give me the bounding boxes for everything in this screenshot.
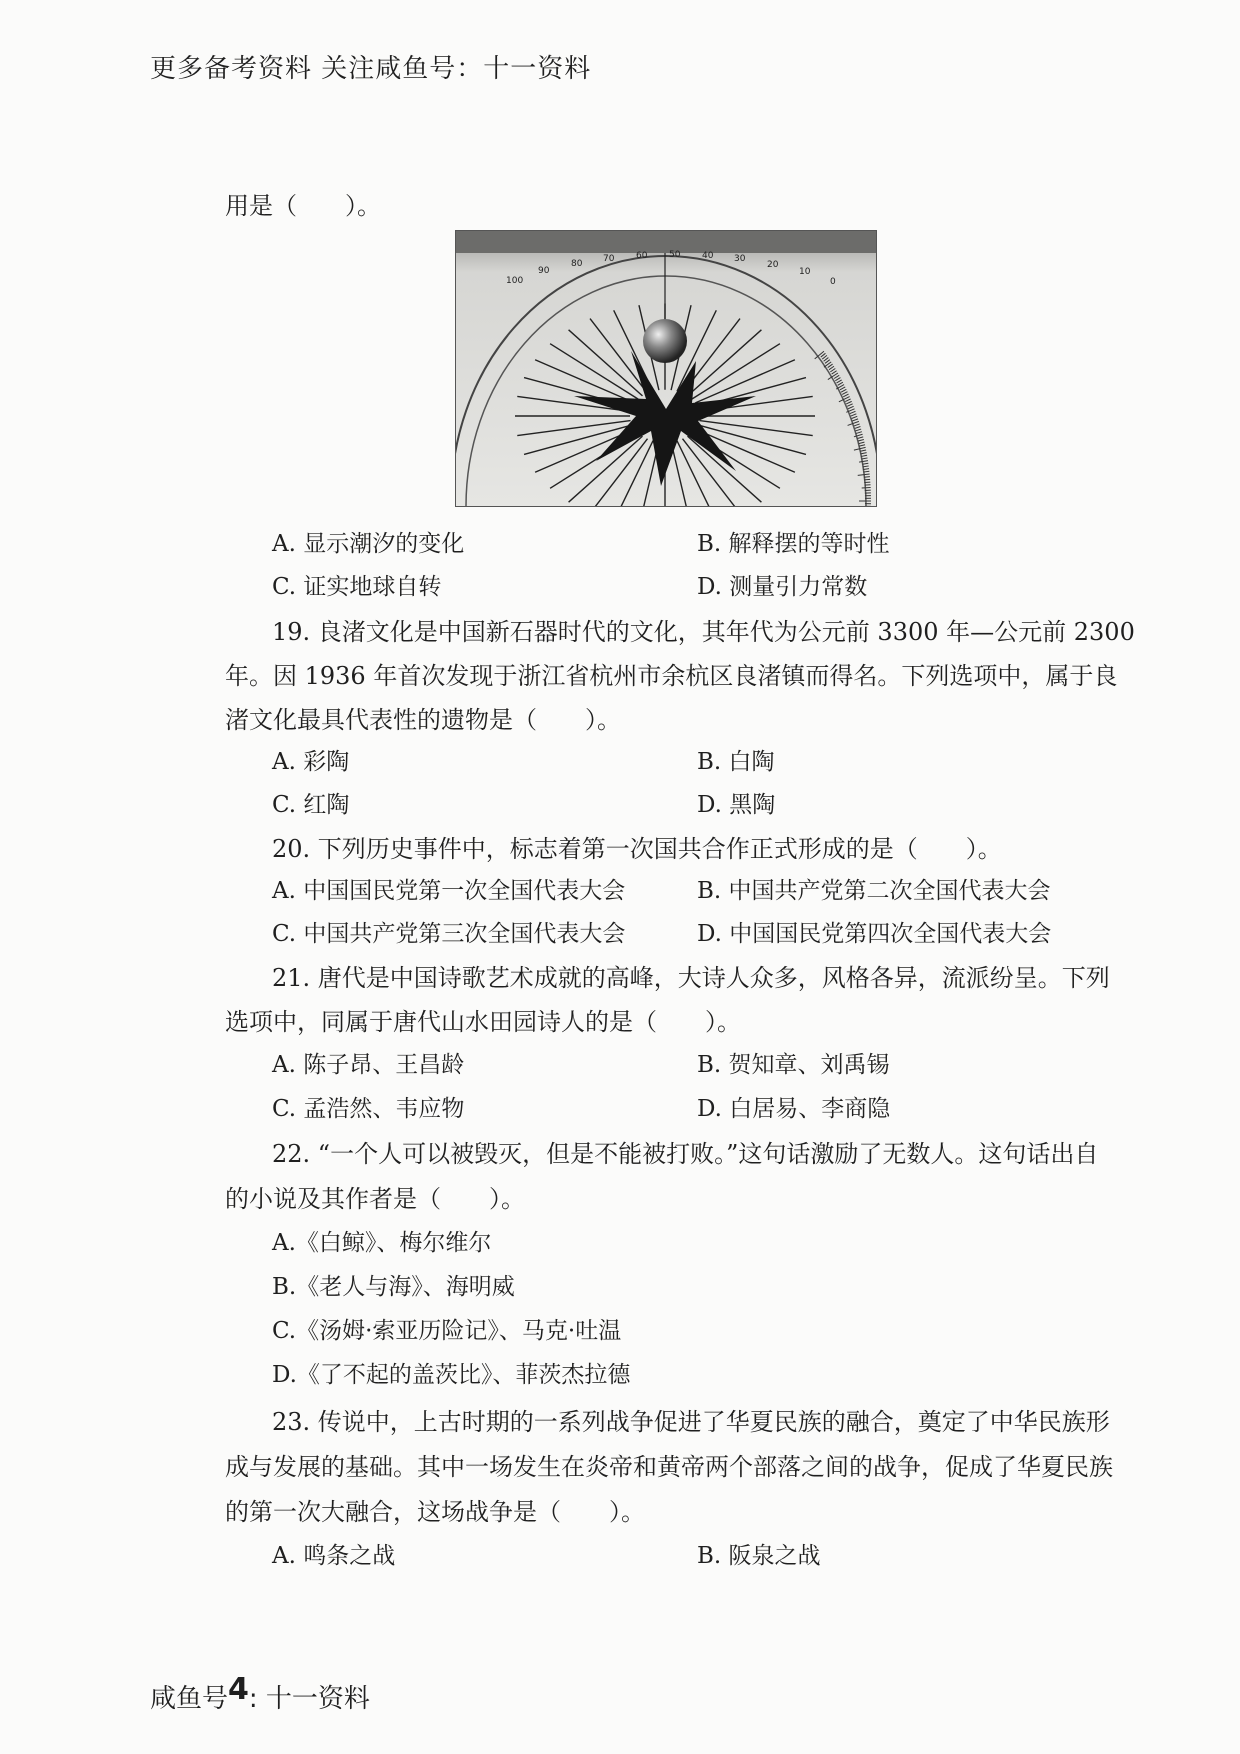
header-note: 更多备考资料 关注咸鱼号：十一资料 <box>150 54 592 84</box>
dial-tick <box>864 479 870 480</box>
page-number: 4 <box>228 1672 249 1707</box>
q19-line-1: 19. 良渚文化是中国新石器时代的文化，其年代为公元前 3300 年—公元前 2300 <box>272 618 1135 646</box>
q22-option-b: B.《老人与海》、海明威 <box>272 1274 515 1300</box>
scale-label: 50 <box>669 250 681 260</box>
footer-note <box>150 1672 370 1715</box>
q19-line-3: 渚文化最具代表性的遗物是（ ）。 <box>225 706 621 734</box>
footer-suffix: : 十一资料 <box>248 1684 370 1714</box>
foucault-pendulum-image <box>455 230 877 507</box>
scale-label: 60 <box>636 251 648 261</box>
scale-label: 30 <box>734 254 746 264</box>
footer-prefix: 咸鱼号 <box>150 1684 229 1714</box>
scale-label: 0 <box>830 277 836 287</box>
q20-line-1: 20. 下列历史事件中，标志着第一次国共合作正式形成的是（ ）。 <box>272 835 1002 863</box>
dial-tick <box>862 487 871 488</box>
q19-line-2: 年。因 1936 年首次发现于浙江省杭州市余杭区良渚镇而得名。下列选项中，属于良 <box>225 662 1118 690</box>
q21-option-d: D. 白居易、李商隐 <box>697 1096 891 1122</box>
q20-option-a: A. 中国国民党第一次全国代表大会 <box>272 878 626 904</box>
q22-option-d: D.《了不起的盖茨比》、菲茨杰拉德 <box>272 1362 631 1388</box>
pendulum-dial-graphic <box>456 231 876 506</box>
scale-label: 90 <box>538 266 550 276</box>
q23-line-2: 成与发展的基础。其中一场发生在炎帝和黄帝两个部落之间的战争，促成了华夏民族 <box>225 1453 1113 1481</box>
q21-option-c: C. 孟浩然、韦应物 <box>272 1096 465 1122</box>
q21-option-b: B. 贺知章、刘禹锡 <box>697 1052 890 1078</box>
q20-option-c: C. 中国共产党第三次全国代表大会 <box>272 921 626 947</box>
scale-label: 10 <box>799 267 811 277</box>
q18-option-a: A. 显示潮汐的变化 <box>272 531 465 557</box>
q21-line-2: 选项中，同属于唐代山水田园诗人的是（ ）。 <box>225 1008 741 1036</box>
scale-label: 70 <box>603 254 615 264</box>
q23-line-3: 的第一次大融合，这场战争是（ ）。 <box>225 1498 645 1526</box>
scale-label: 40 <box>702 251 714 261</box>
scale-label: 80 <box>571 259 583 269</box>
q18-option-b: B. 解释摆的等时性 <box>697 531 890 557</box>
q21-option-a: A. 陈子昂、王昌龄 <box>272 1052 465 1078</box>
dial-tick <box>864 477 870 478</box>
q22-option-c: C.《汤姆·索亚历险记》、马克·吐温 <box>272 1318 622 1344</box>
q23-option-a: A. 鸣条之战 <box>272 1543 396 1569</box>
q18-stem-end: 用是（ ）。 <box>225 192 381 220</box>
q18-option-d: D. 测量引力常数 <box>697 574 868 600</box>
q22-option-a: A.《白鲸》、梅尔维尔 <box>272 1230 492 1256</box>
q20-option-d: D. 中国国民党第四次全国代表大会 <box>697 921 1052 947</box>
q19-option-b: B. 白陶 <box>697 749 775 775</box>
q19-option-d: D. 黑陶 <box>697 792 776 818</box>
scale-label: 100 <box>506 276 524 286</box>
scale-label: 20 <box>767 260 779 270</box>
q18-option-c: C. 证实地球自转 <box>272 574 442 600</box>
q22-line-1: 22. “一个人可以被毁灭，但是不能被打败。”这句话激励了无数人。这句话出自 <box>272 1140 1099 1168</box>
q20-option-b: B. 中国共产党第二次全国代表大会 <box>697 878 1051 904</box>
q22-line-2: 的小说及其作者是（ ）。 <box>225 1185 525 1213</box>
q19-option-a: A. 彩陶 <box>272 749 350 775</box>
q19-option-c: C. 红陶 <box>272 792 350 818</box>
q21-line-1: 21. 唐代是中国诗歌艺术成就的高峰，大诗人众多，风格各异，流派纷呈。下列 <box>272 964 1110 992</box>
q23-option-b: B. 阪泉之战 <box>697 1543 821 1569</box>
q23-line-1: 23. 传说中，上古时期的一系列战争促进了华夏民族的融合，奠定了中华民族形 <box>272 1408 1110 1436</box>
